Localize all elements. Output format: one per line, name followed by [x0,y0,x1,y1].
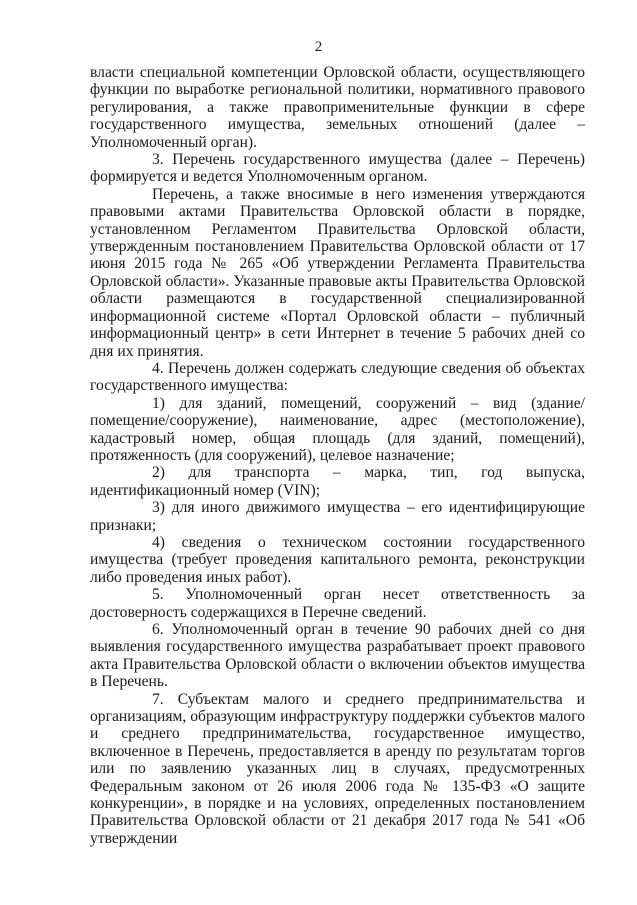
paragraph-item-7: 7. Субъектам малого и среднего предпринимательства и организациям, образующим инфраструктуру поддержки субъектов малого и среднего предпринимательства, государственное имущество, включенное в Перечень, предоставляется в аренду по результатам торгов или по заявлению указанных лиц в случаях, предусмотренных Федеральным законом от 26 июля 2006 года № 135-ФЗ «О защите конкуренции», в порядке и на условиях, определенных постановлением Правительства Орловской области от 21 декабря 2017 года № 541 «Об утверждении [90,690,585,847]
paragraph-item-5: 5. Уполномоченный орган несет ответственность за достоверность содержащихся в Перечне сведений. [90,586,585,621]
page-number: 2 [314,39,323,55]
subitem-3-movable-property: 3) для иного движимого имущества – его идентифицирующие признаки; [90,499,585,534]
paragraph-item-3: 3. Перечень государственного имущества (далее – Перечень) формируется и ведется Уполномоченным органом. [90,151,585,186]
paragraph-item-6: 6. Уполномоченный орган в течение 90 рабочих дней со дня выявления государственного имущества разрабатывает проект правового акта Правительства Орловской области о включении объектов имущества в Перечень. [90,621,585,691]
paragraph-list-approval: Перечень, а также вносимые в него изменения утверждаются правовыми актами Правительства Орловской области в порядке, установленном Регламентом Правительства Орловской области, утвержденным постановлением Правительства Орловской области от 17 июня 2015 года № 265 «Об утверждении Регламента Правительства Орловской области». Указанные правовые акты Правительства Орловской области размещаются в государственной специализированной информационной системе «Портал Орловской области – публичный информационный центр» в сети Интернет в течение 5 рабочих дней со дня их принятия. [90,185,585,360]
paragraph-continuation: власти специальной компетенции Орловской области, осуществляющего функции по выработке региональной политики, нормативного правового регулирования, а также правоприменительные функции в сфере государственного имущества, земельных отношений (далее – Уполномоченный орган). [90,64,585,151]
subitem-4-technical-state: 4) сведения о техническом состоянии государственного имущества (требует проведения капитального ремонта, реконструкции либо проведения иных работ). [90,533,585,586]
subitem-1-buildings: 1) для зданий, помещений, сооружений – вид (здание/помещение/сооружение), наименование, адрес (местоположение), кадастровый номер, общая площадь (для зданий, помещений), протяженность (для сооружений), целевое назначение; [90,394,585,464]
document-body [90,64,585,847]
paragraph-item-4: 4. Перечень должен содержать следующие сведения об объектах государственного имущества: [90,359,585,395]
subitem-2-transport: 2) для транспорта – марка, тип, год выпуска, идентификационный номер (VIN); [90,464,585,499]
